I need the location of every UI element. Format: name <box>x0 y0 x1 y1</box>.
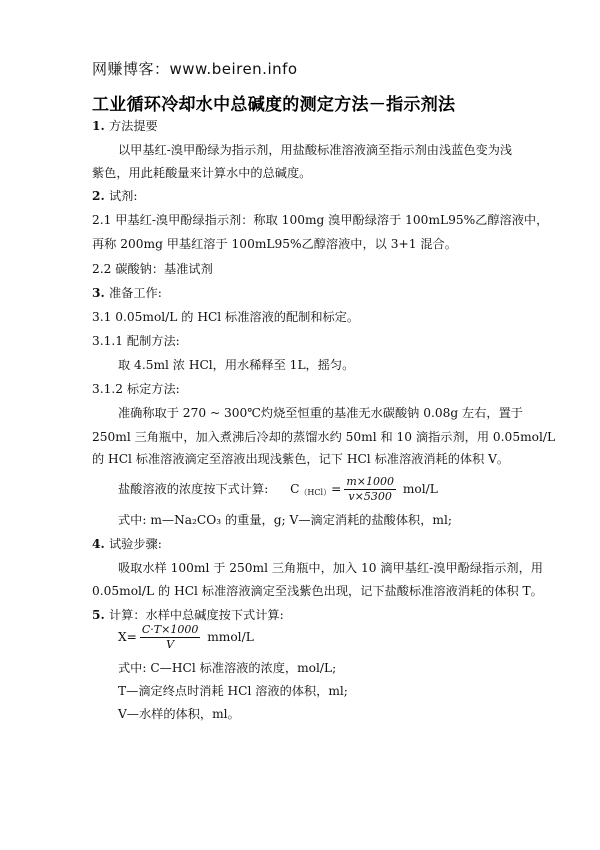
section-1-number: 1. <box>92 119 105 133</box>
hcl-concentration-formula <box>118 470 438 512</box>
item-2-1-line-1: 2.1 甲基红-溴甲酚绿指示剂：称取 100mg 溴甲酚绿溶于 100mL95%乙醇溶液中， <box>92 213 549 227</box>
alkalinity-formula-lhs: X= <box>118 630 137 644</box>
alkalinity-formula <box>118 618 254 656</box>
alkalinity-formula-fraction <box>140 623 200 652</box>
formula-intro: 盐酸溶液的浓度按下式计算: <box>118 482 269 496</box>
item-3-1-2-line-1: 准确称取于 270 ~ 300℃灼烧至恒重的基准无水碳酸钠 0.08g 左右，置于 <box>118 406 523 420</box>
section-2-heading <box>92 188 137 204</box>
section-5-number: 5. <box>92 608 105 622</box>
item-3-1-1-heading: 3.1.1 配制方法: <box>92 334 180 348</box>
formula-denominator: v×5300 <box>348 490 392 503</box>
item-3-1-2-line-3: 的 HCl 标准溶液滴定至溶液出现浅紫色，记下 HCl 标准溶液消耗的体积 V。 <box>92 452 510 466</box>
formula-fraction <box>344 475 396 504</box>
section-3-number: 3. <box>92 286 105 300</box>
section-4-title: 试验步骤: <box>108 537 162 551</box>
section-2-number: 2. <box>92 189 105 203</box>
where-v: V—水样的体积，ml。 <box>118 707 240 721</box>
alkalinity-formula-unit: mmol/L <box>207 630 254 644</box>
section-2-title: 试剂: <box>108 189 138 203</box>
section-1-heading <box>92 118 158 134</box>
section-1-title: 方法提要 <box>108 119 158 133</box>
alkalinity-formula-numerator: C·T×1000 <box>141 623 199 636</box>
where-t: T—滴定终点时消耗 HCl 溶液的体积，ml; <box>118 684 348 698</box>
document-title: 工业循环冷却水中总碱度的测定方法－指示剂法 <box>92 95 456 115</box>
formula-subscript: （HCl） <box>299 488 332 497</box>
section-3-heading <box>92 285 162 301</box>
blog-watermark: 网赚博客：www.beiren.info <box>92 60 298 78</box>
formula-explanation: 式中: m—Na₂CO₃ 的重量，g; V—滴定消耗的盐酸体积，ml; <box>118 513 452 527</box>
section-5-title: 计算：水样中总碱度按下式计算: <box>108 608 284 622</box>
item-3-1-2-heading: 3.1.2 标定方法: <box>92 382 180 396</box>
formula-unit: mol/L <box>402 482 438 496</box>
item-3-1: 3.1 0.05mol/L 的 HCl 标准溶液的配制和标定。 <box>92 310 360 324</box>
item-2-2: 2.2 碳酸钠：基准试剂 <box>92 262 213 276</box>
section-1-line-2: 紫色，用此耗酸量来计算水中的总碱度。 <box>92 166 312 180</box>
section-3-title: 准备工作: <box>108 286 162 300</box>
section-4-number: 4. <box>92 537 105 551</box>
item-3-1-2-line-2: 250ml 三角瓶中，加入煮沸后冷却的蒸馏水约 50ml 和 10 滴指示剂，用 0.05mol/L <box>92 430 556 444</box>
section-4-line-1: 吸取水样 100ml 于 250ml 三角瓶中，加入 10 滴甲基红-溴甲酚绿指示剂，用 <box>118 561 543 575</box>
alkalinity-formula-denominator: V <box>166 638 175 651</box>
where-c: 式中: C—HCl 标准溶液的浓度，mol/L; <box>118 661 337 675</box>
formula-lhs: C <box>290 482 300 496</box>
section-1-line-1: 以甲基红-溴甲酚绿为指示剂，用盐酸标准溶液滴至指示剂由浅蓝色变为浅 <box>118 143 513 157</box>
section-4-heading <box>92 536 162 552</box>
item-2-1-line-2: 再称 200mg 甲基红溶于 100mL95%乙醇溶液中，以 3+1 混合。 <box>92 237 457 251</box>
formula-equals: = <box>331 482 342 496</box>
formula-numerator: m×1000 <box>346 475 394 488</box>
item-3-1-1-text: 取 4.5ml 浓 HCl，用水稀释至 1L，摇匀。 <box>118 358 355 372</box>
section-4-line-2: 0.05mol/L 的 HCl 标准溶液滴定至浅紫色出现，记下盐酸标准溶液消耗的体积 T。 <box>92 584 543 598</box>
